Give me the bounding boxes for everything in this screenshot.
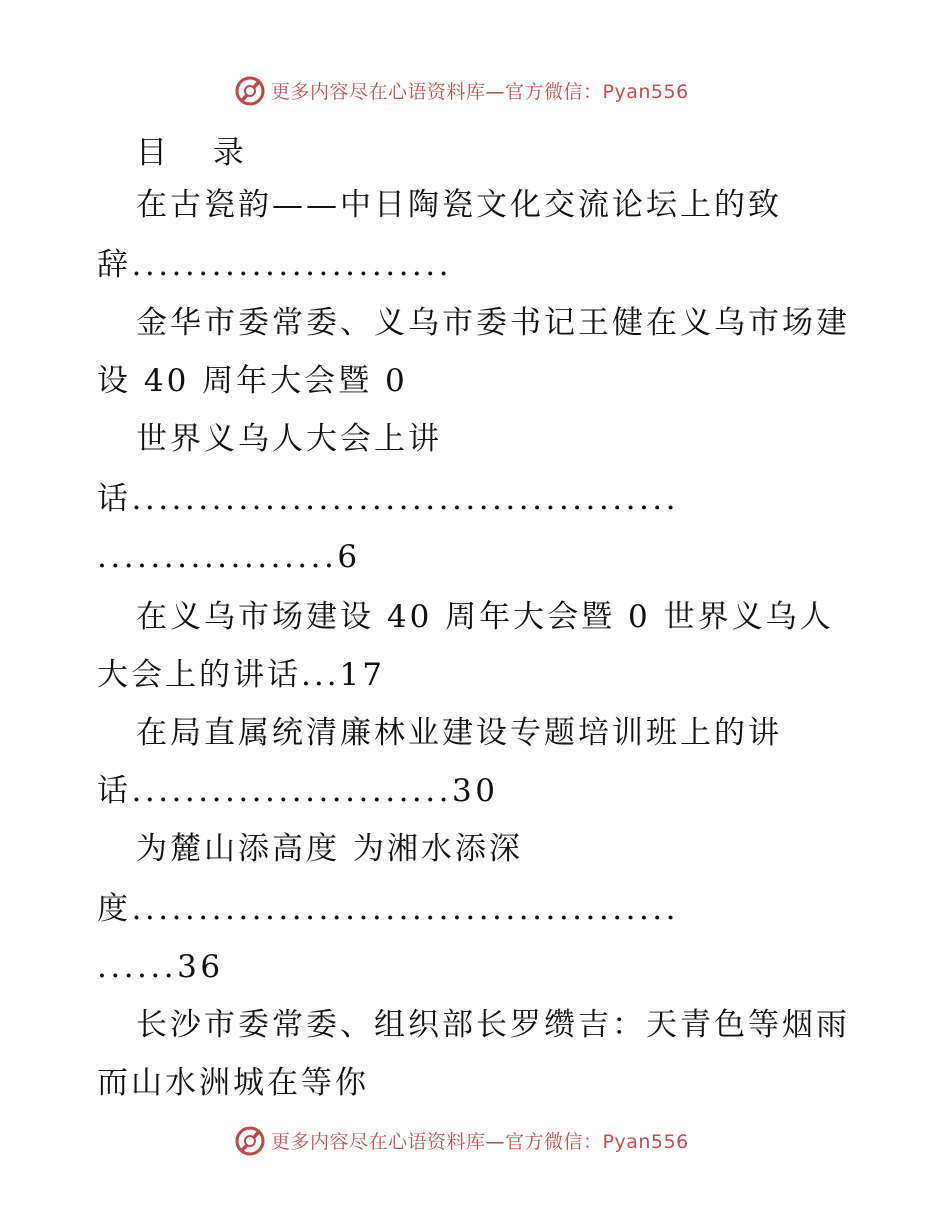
footer-banner: [0, 1120, 950, 1160]
toc-line: ......36: [97, 949, 224, 985]
toc-line: 在局直属统清廉林业建设专题培训班上的讲: [136, 715, 782, 751]
toc-line: 大会上的讲话...17: [97, 657, 386, 693]
toc-line: 在古瓷韵——中日陶瓷文化交流论坛上的致: [136, 187, 782, 223]
toc-line: 设 40 周年大会暨 0: [97, 363, 408, 399]
toc-line: 而山水洲城在等你: [97, 1065, 369, 1101]
toc-title: 目 录: [136, 135, 262, 171]
toc-line: 度.........................................: [97, 891, 680, 927]
toc-line: ..................6: [97, 539, 361, 575]
toc-line: 长沙市委常委、组织部长罗缵吉：天青色等烟雨: [136, 1007, 850, 1043]
quill-logo-icon: [233, 73, 267, 107]
banner-text: 更多内容尽在心语资料库—官方微信：Pyan556: [271, 80, 689, 103]
toc-line: 话........................30: [97, 773, 499, 809]
toc-line: 金华市委常委、义乌市委书记王健在义乌市场建: [136, 305, 850, 341]
toc-line: 世界义乌人大会上讲: [136, 421, 442, 457]
toc-line: 在义乌市场建设 40 周年大会暨 0 世界义乌人: [136, 599, 834, 635]
toc-line: 辞........................: [97, 247, 452, 283]
quill-logo-icon: [233, 1123, 267, 1157]
banner-text: 更多内容尽在心语资料库—官方微信：Pyan556: [271, 1130, 689, 1153]
toc-line: 话.........................................: [97, 481, 680, 517]
header-banner: [0, 70, 950, 110]
toc-line: 为麓山添高度 为湘水添深: [136, 831, 523, 867]
